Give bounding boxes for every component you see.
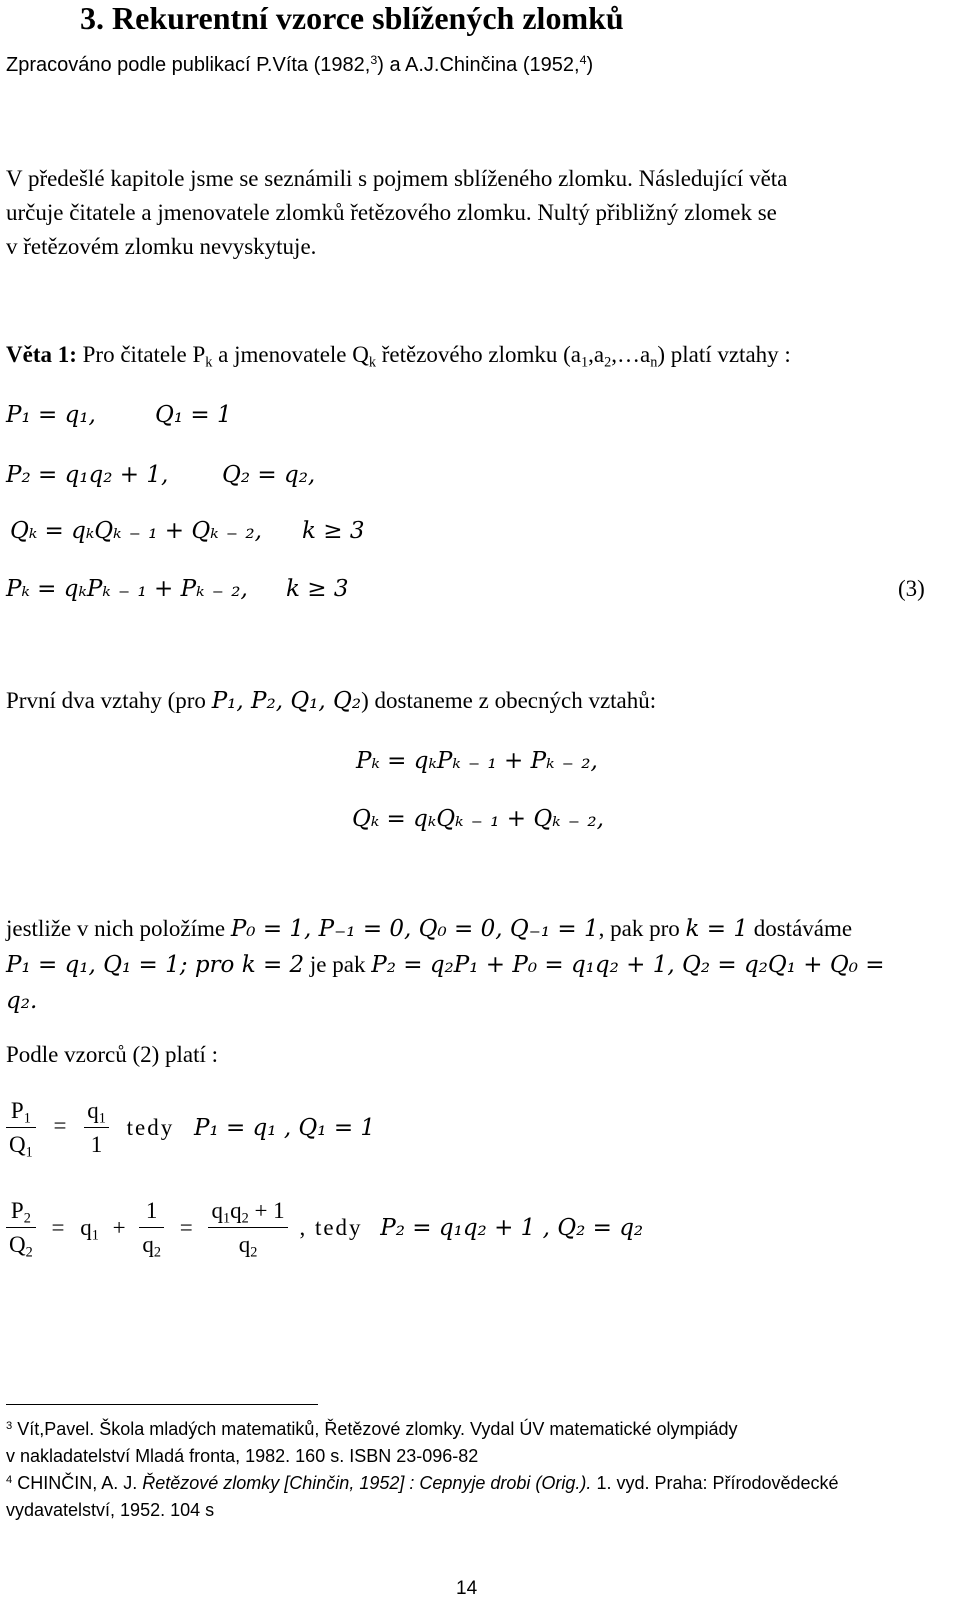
subscript: n (650, 354, 658, 371)
footnote-3-line-2: v nakladatelství Mladá fronta, 1982. 160 s. ISBN 23-096-82 (6, 1446, 479, 1466)
substitution-text: jestliže v nich položíme (6, 916, 231, 941)
fraction-denominator (208, 1228, 287, 1261)
substitution-line-2 (6, 952, 885, 978)
symbol: q (238, 1232, 251, 1257)
fraction-numerator (84, 1098, 109, 1128)
substitution-line-1 (6, 916, 852, 942)
subscript: 1 (98, 1110, 106, 1127)
symbol (80, 1215, 99, 1244)
equation-p2: P₂ = q₁q₂ + 1, (6, 462, 169, 488)
footnote-text: Vít,Pavel. Škola mladých matematiků, Řetězové zlomky. Vydal ÚV matematické olympiády (12, 1419, 738, 1439)
intro-paragraph (6, 162, 936, 264)
fraction-numerator (208, 1198, 287, 1228)
intro-line: V předešlé kapitole jsme se seznámili s pojmem sblíženého zlomku. Následující věta (6, 166, 788, 191)
substitution-text: , pak pro (598, 916, 686, 941)
footnote-author: CHINČIN, A. J. (12, 1473, 138, 1493)
fraction-p2-q2 (6, 1198, 36, 1261)
theorem-text: a jmenovatele Q (212, 342, 369, 367)
subscript: 2 (241, 1210, 249, 1227)
subscript: 2 (23, 1210, 31, 1227)
substitution-math: P₂ = q₂P₁ + P₀ = q₁q₂ + 1, Q₂ = q₂Q₁ + Q₀ = (371, 952, 885, 978)
footnote-mark: 3 (6, 1419, 13, 1432)
subscript: k (205, 354, 213, 371)
subscript: 1 (23, 1110, 31, 1127)
footnote-ref-4[interactable]: 4 (579, 53, 587, 68)
equals-sign: = (53, 1113, 67, 1139)
footnote-3 (6, 1416, 738, 1443)
derivation-math: P₁, P₂, Q₁, Q₂ (211, 688, 362, 714)
theorem-statement (6, 342, 791, 371)
equation-qk: Qₖ = qₖQₖ ₋ ₁ + Qₖ ₋ ₂, (10, 518, 262, 544)
fraction-p1-q1 (6, 1098, 36, 1161)
equation-pk: Pₖ = qₖPₖ ₋ ₁ + Pₖ ₋ ₂, (6, 576, 248, 602)
fraction-denominator: 1 (90, 1132, 103, 1157)
symbol: P (10, 1098, 24, 1123)
page-number: 14 (456, 1578, 478, 1599)
derivation-text: ) dostaneme z obecných vztahů: (361, 688, 657, 713)
symbol: + 1 (248, 1198, 285, 1223)
symbol: Q (9, 1132, 26, 1157)
tedy-word: tedy (126, 1115, 175, 1140)
plus-sign: + (112, 1215, 126, 1240)
footnote-4 (6, 1470, 839, 1497)
equals-sign: = (51, 1215, 65, 1240)
formulas-intro: Podle vzorců (2) platí : (6, 1042, 219, 1067)
fraction-q1-1 (84, 1098, 109, 1158)
tedy-word: , tedy (299, 1215, 363, 1240)
equation-q2: Q₂ = q₂, (222, 462, 316, 488)
subscript: k (368, 354, 376, 371)
equation-number: (3) (898, 576, 925, 601)
substitution-text: dostáváme (747, 916, 853, 941)
substitution-math: P₁ = q₁, Q₁ = 1; pro k = 2 (6, 952, 305, 978)
intro-line: v řetězovém zlomku nevyskytuje. (6, 234, 317, 259)
equation-qk-condition: k ≥ 3 (302, 518, 365, 544)
general-equation-q: Qₖ = qₖQₖ ₋ ₁ + Qₖ ₋ ₂, (352, 806, 604, 832)
substitution-math: P₀ = 1, P₋₁ = 0, Q₀ = 0, Q₋₁ = 1 (230, 916, 599, 942)
subscript: 1 (222, 1210, 231, 1227)
formula-1-result: P₁ = q₁ , Q₁ = 1 (193, 1115, 376, 1141)
subtitle-mid: ) a A.J.Chinčina (1952, (377, 54, 580, 76)
subscript: 2 (250, 1244, 258, 1261)
formula-2 (6, 1198, 644, 1261)
footnote-separator (6, 1404, 318, 1405)
substitution-text: je pak (304, 952, 372, 977)
subtitle (6, 54, 593, 77)
footnote-ref-3[interactable]: 3 (370, 53, 378, 68)
substitution-math: k = 1 (685, 916, 748, 942)
symbol: q (230, 1198, 242, 1223)
page-title: 3. Rekurentní vzorce sblížených zlomků (80, 0, 624, 36)
theorem-label: Věta 1: (6, 342, 77, 367)
theorem-text: řetězového zlomku (a (376, 342, 581, 367)
fraction-numerator (6, 1098, 36, 1128)
equation-pk-condition: k ≥ 3 (286, 576, 349, 602)
symbol: q (211, 1198, 223, 1223)
footnote-book-title: Řetězové zlomky [Chinčin, 1952] : Cepnyje drobi (Orig.). (137, 1473, 592, 1493)
subtitle-prefix: Zpracováno podle publikací P.Víta (1982, (6, 54, 371, 76)
fraction-q1q2-plus-1-q2 (208, 1198, 287, 1261)
fraction-denominator (139, 1228, 164, 1261)
fraction-denominator (6, 1228, 36, 1261)
subscript: 2 (25, 1244, 33, 1261)
formula-1 (6, 1098, 376, 1161)
substitution-line-3: q₂. (6, 988, 38, 1014)
fraction-denominator (6, 1128, 36, 1161)
derivation-text: První dva vztahy (pro (6, 688, 212, 713)
subscript: 1 (91, 1227, 99, 1244)
symbol: q (87, 1098, 99, 1123)
theorem-text: ) platí vztahy : (657, 342, 791, 367)
theorem-text: ,…a (611, 342, 651, 367)
symbol: Q (9, 1232, 26, 1257)
symbol: P (10, 1198, 24, 1223)
equals-sign: = (179, 1215, 193, 1240)
general-equation-p: Pₖ = qₖPₖ ₋ ₁ + Pₖ ₋ ₂, (356, 748, 598, 774)
equation-q1: Q₁ = 1 (155, 402, 232, 428)
subscript: 2 (153, 1244, 161, 1261)
fraction-numerator: 1 (139, 1198, 164, 1228)
theorem-text: ,a (588, 342, 605, 367)
fraction-numerator (6, 1198, 36, 1228)
subscript: 2 (604, 354, 612, 371)
fraction-1-q2 (139, 1198, 164, 1261)
formula-2-result: P₂ = q₁q₂ + 1 , Q₂ = q₂ (380, 1215, 644, 1241)
theorem-text: Pro čitatele P (76, 342, 206, 367)
subscript: 1 (581, 354, 589, 371)
subtitle-suffix: ) (586, 54, 594, 76)
derivation-line (6, 688, 656, 714)
symbol: q (142, 1232, 154, 1257)
symbol: q (80, 1215, 92, 1240)
subscript: 1 (25, 1144, 33, 1161)
equation-p1: P₁ = q₁, (6, 402, 96, 428)
footnote-4-line-2: vydavatelství, 1952. 104 s (6, 1500, 215, 1520)
footnote-mark: 4 (6, 1473, 13, 1486)
intro-line: určuje čitatele a jmenovatele zlomků řetězového zlomku. Nultý přibližný zlomek se (6, 200, 777, 225)
footnote-text: 1. vyd. Praha: Přírodovědecké (591, 1473, 839, 1493)
